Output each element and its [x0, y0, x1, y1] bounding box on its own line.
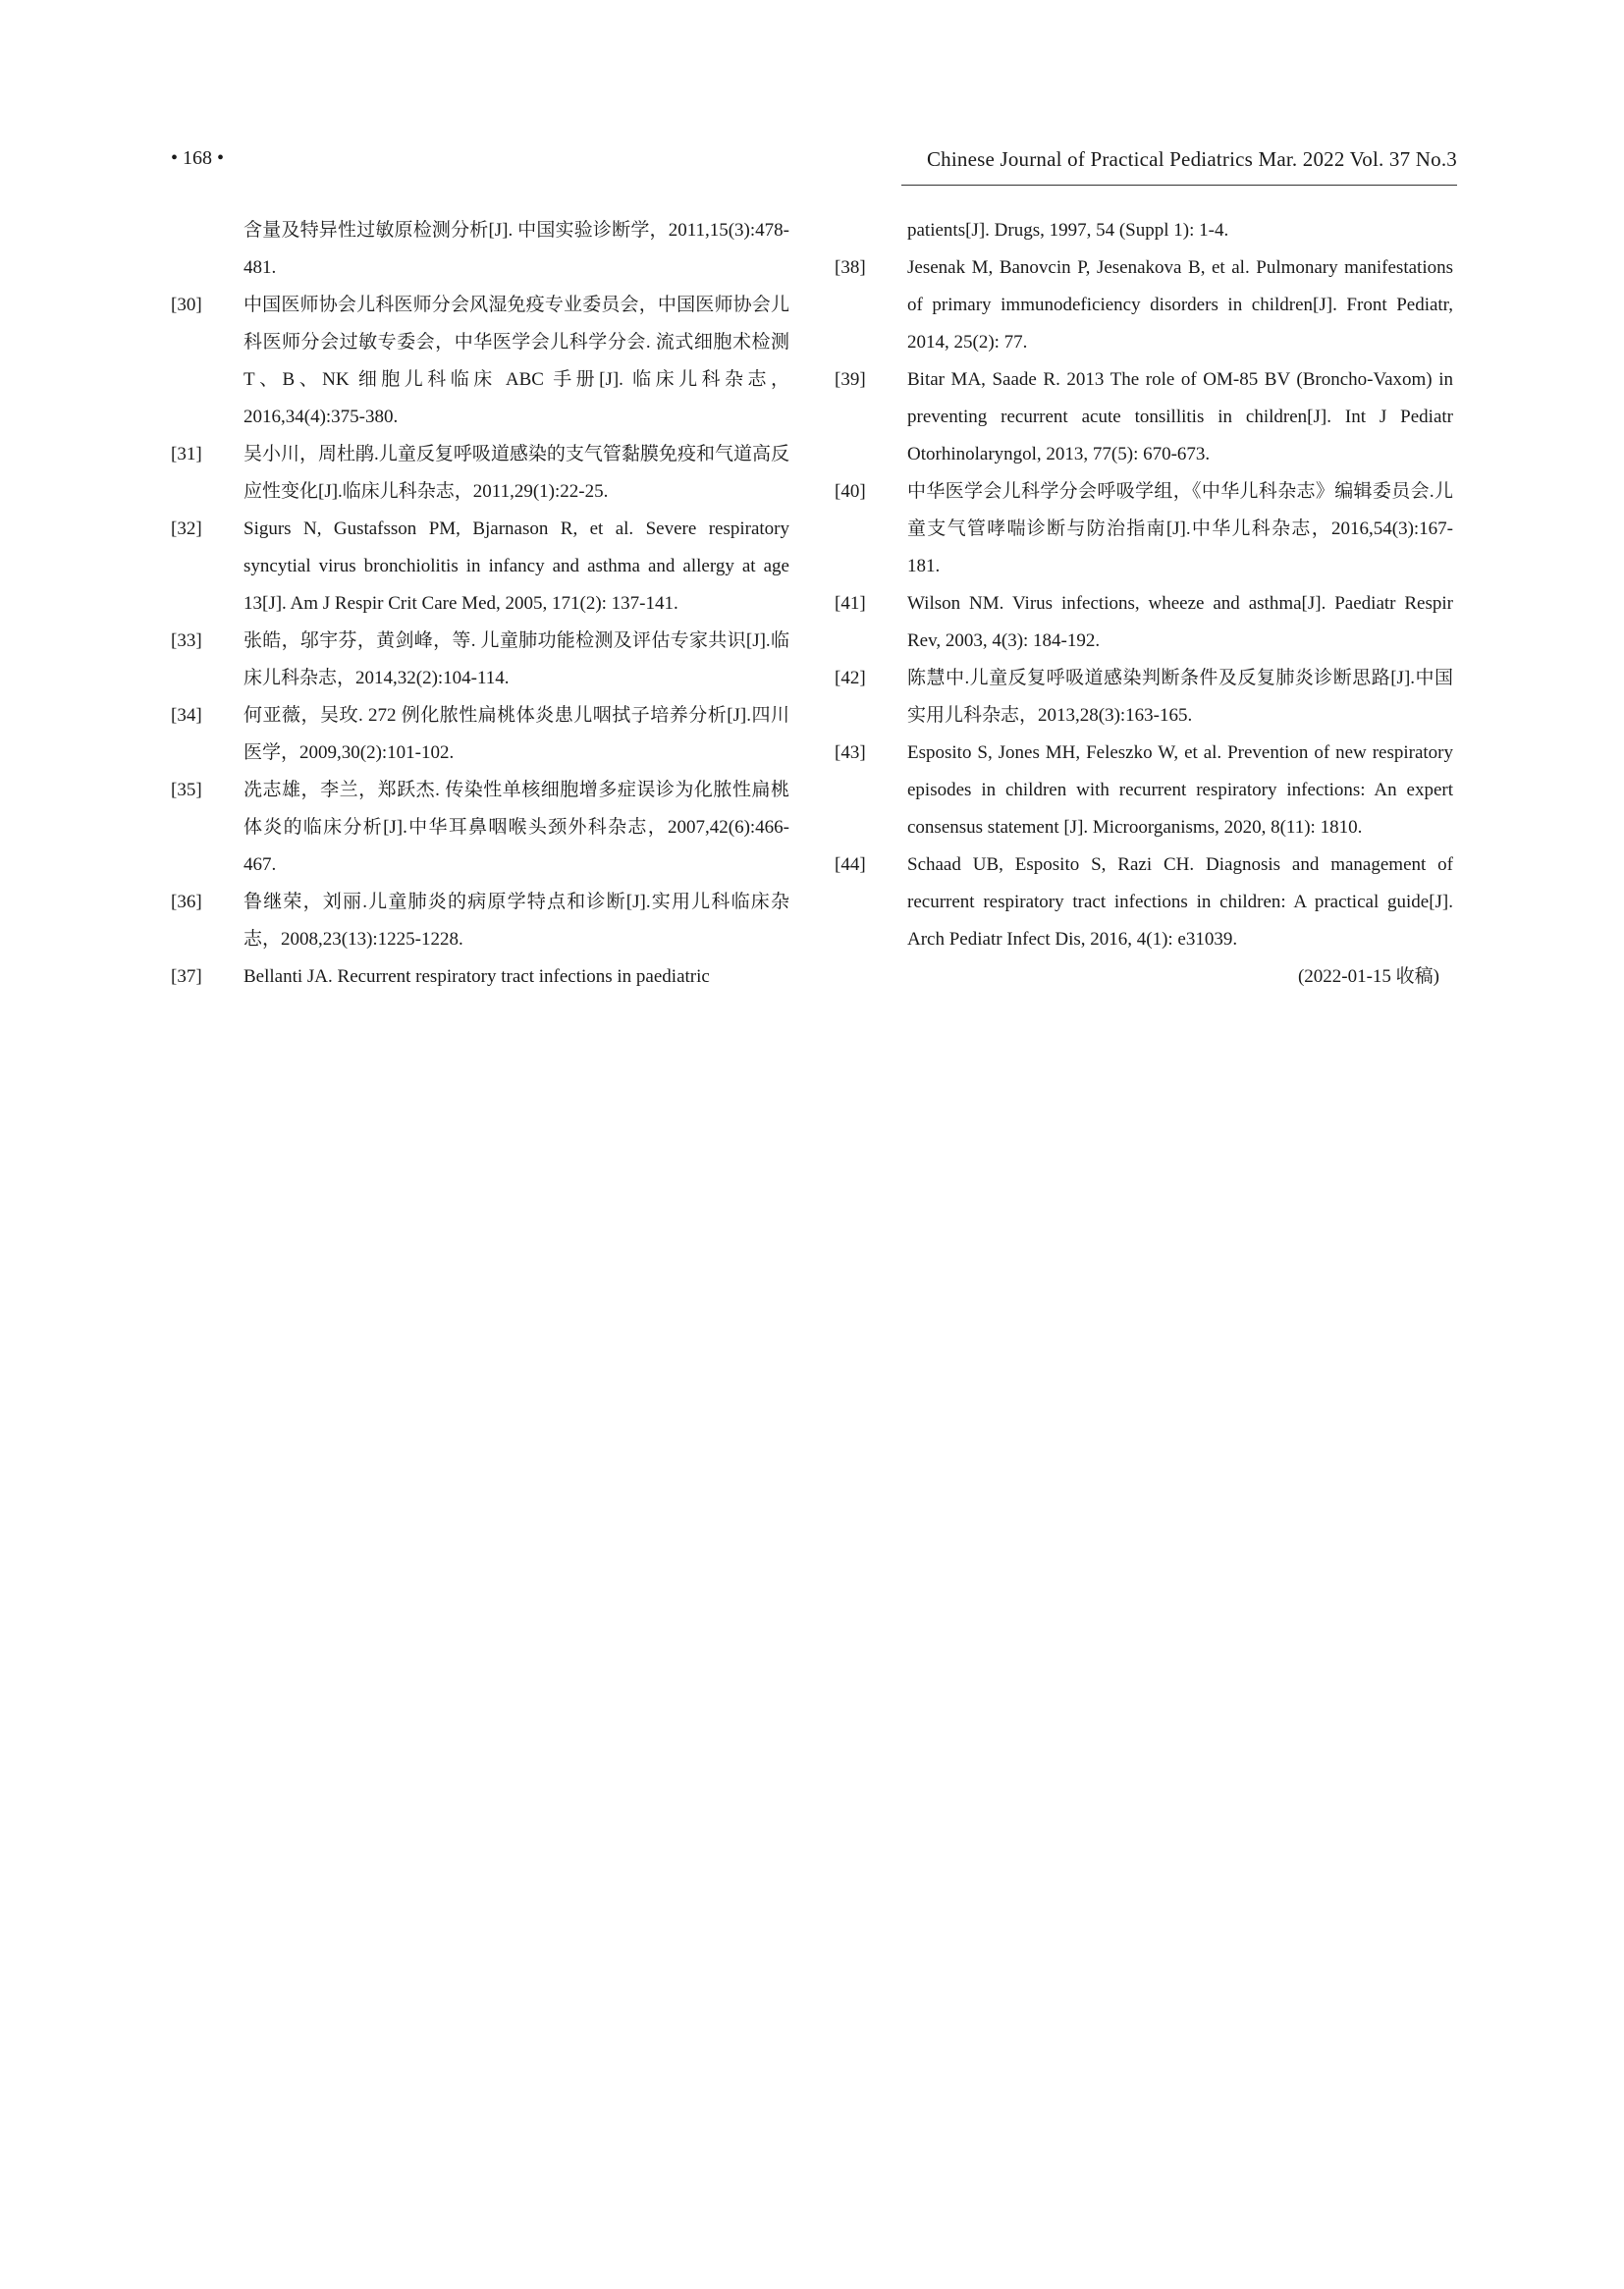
reference-30 [171, 287, 789, 436]
reference-number: [42] [835, 668, 866, 688]
reference-44 [835, 846, 1453, 958]
reference-text: Sigurs N, Gustafsson PM, Bjarnason R, et al. Severe respiratory syncytial virus bronchiolitis in infancy and asthma and allergy at age 13[J]. Am J Respir Crit Care Med, 2005, 171(2): 137-141. [244, 518, 789, 614]
reference-number: [37] [171, 966, 202, 987]
reference-text: Schaad UB, Esposito S, Razi CH. Diagnosis and management of recurrent respiratory tract infections in children: A practical guide[J]. Arch Pediatr Infect Dis, 2016, 4(1): e31039. [907, 854, 1453, 950]
reference-text: 中华医学会儿科学分会呼吸学组，《中华儿科杂志》编辑委员会.儿童支气管哮喘诊断与防治指南[J].中华儿科杂志，2016,54(3):167-181. [907, 481, 1453, 576]
reference-number: [32] [171, 518, 202, 539]
reference-text: 含量及特异性过敏原检测分析[J]. 中国实验诊断学，2011,15(3):478-481. [244, 220, 789, 278]
reference-text: 鲁继荣，刘丽.儿童肺炎的病原学特点和诊断[J].实用儿科临床杂志，2008,23(13):1225-1228. [244, 892, 789, 950]
reference-33 [171, 623, 789, 697]
reference-36 [171, 884, 789, 958]
reference-text: patients[J]. Drugs, 1997, 54 (Suppl 1): 1-4. [907, 220, 1229, 241]
reference-32 [171, 511, 789, 623]
header-rule [901, 185, 1457, 186]
references-right-column [835, 212, 1453, 996]
received-date: (2022-01-15 收稿) [1297, 966, 1439, 987]
reference-number: [38] [835, 257, 866, 278]
reference-34 [171, 697, 789, 772]
reference-35 [171, 772, 789, 884]
reference-39 [835, 361, 1453, 473]
reference-number: [34] [171, 705, 202, 726]
reference-number: [43] [835, 742, 866, 763]
reference-text: Bitar MA, Saade R. 2013 The role of OM-85 BV (Broncho-Vaxom) in preventing recurrent acute tonsillitis in children[J]. Int J Pediatr Otorhinolaryngol, 2013, 77(5): 670-673. [907, 369, 1453, 464]
reference-text: 中国医师协会儿科医师分会风湿免疫专业委员会，中国医师协会儿科医师分会过敏专委会，中华医学会儿科学分会. 流式细胞术检测 T、B、NK 细胞儿科临床 ABC 手册[J]. 临床儿科杂志，2016,34(4):375-380. [244, 295, 789, 427]
reference-text: 张皓，邬宇芬，黄剑峰，等. 儿童肺功能检测及评估专家共识[J].临床儿科杂志，2014,32(2):104-114. [244, 630, 789, 688]
reference-text: 陈慧中.儿童反复呼吸道感染判断条件及反复肺炎诊断思路[J].中国实用儿科杂志，2013,28(3):163-165. [907, 668, 1453, 726]
reference-number: [44] [835, 854, 866, 875]
reference-number: [30] [171, 295, 202, 315]
reference-41 [835, 585, 1453, 660]
reference-38 [835, 249, 1453, 361]
reference-continued [835, 212, 1453, 249]
reference-number: [39] [835, 369, 866, 390]
reference-text: Esposito S, Jones MH, Feleszko W, et al. Prevention of new respiratory episodes in children with recurrent respiratory infections: An expert consensus statement [J]. Microorganisms, 2020, 8(11): 1810. [907, 742, 1453, 838]
page-number: • 168 • [171, 147, 225, 169]
reference-43 [835, 735, 1453, 846]
reference-40 [835, 473, 1453, 585]
reference-31 [171, 436, 789, 511]
reference-text: 吴小川，周杜鹃.儿童反复呼吸道感染的支气管黏膜免疫和气道高反应性变化[J].临床儿科杂志，2011,29(1):22-25. [244, 444, 789, 502]
reference-text: Jesenak M, Banovcin P, Jesenakova B, et al. Pulmonary manifestations of primary immunodeficiency disorders in children[J]. Front Pediatr, 2014, 25(2): 77. [907, 257, 1453, 353]
reference-number: [35] [171, 780, 202, 800]
reference-number: [33] [171, 630, 202, 651]
reference-37 [171, 958, 789, 996]
reference-number: [36] [171, 892, 202, 912]
reference-number: [41] [835, 593, 866, 614]
reference-text: Wilson NM. Virus infections, wheeze and asthma[J]. Paediatr Respir Rev, 2003, 4(3): 184-192. [907, 593, 1453, 651]
running-header [171, 147, 1457, 187]
reference-number: [40] [835, 481, 866, 502]
reference-text: Bellanti JA. Recurrent respiratory tract infections in paediatric [244, 966, 710, 987]
references-left-column [171, 212, 789, 996]
reference-continued [171, 212, 789, 287]
reference-number: [31] [171, 444, 202, 464]
reference-text: 何亚薇，吴玫. 272 例化脓性扁桃体炎患儿咽拭子培养分析[J].四川医学，2009,30(2):101-102. [244, 705, 789, 763]
reference-text: 冼志雄，李兰，郑跃杰. 传染性单核细胞增多症误诊为化脓性扁桃体炎的临床分析[J].中华耳鼻咽喉头颈外科杂志，2007,42(6):466-467. [244, 780, 789, 875]
reference-42 [835, 660, 1453, 735]
journal-citation: Chinese Journal of Practical Pediatrics Mar. 2022 Vol. 37 No.3 [926, 147, 1457, 171]
